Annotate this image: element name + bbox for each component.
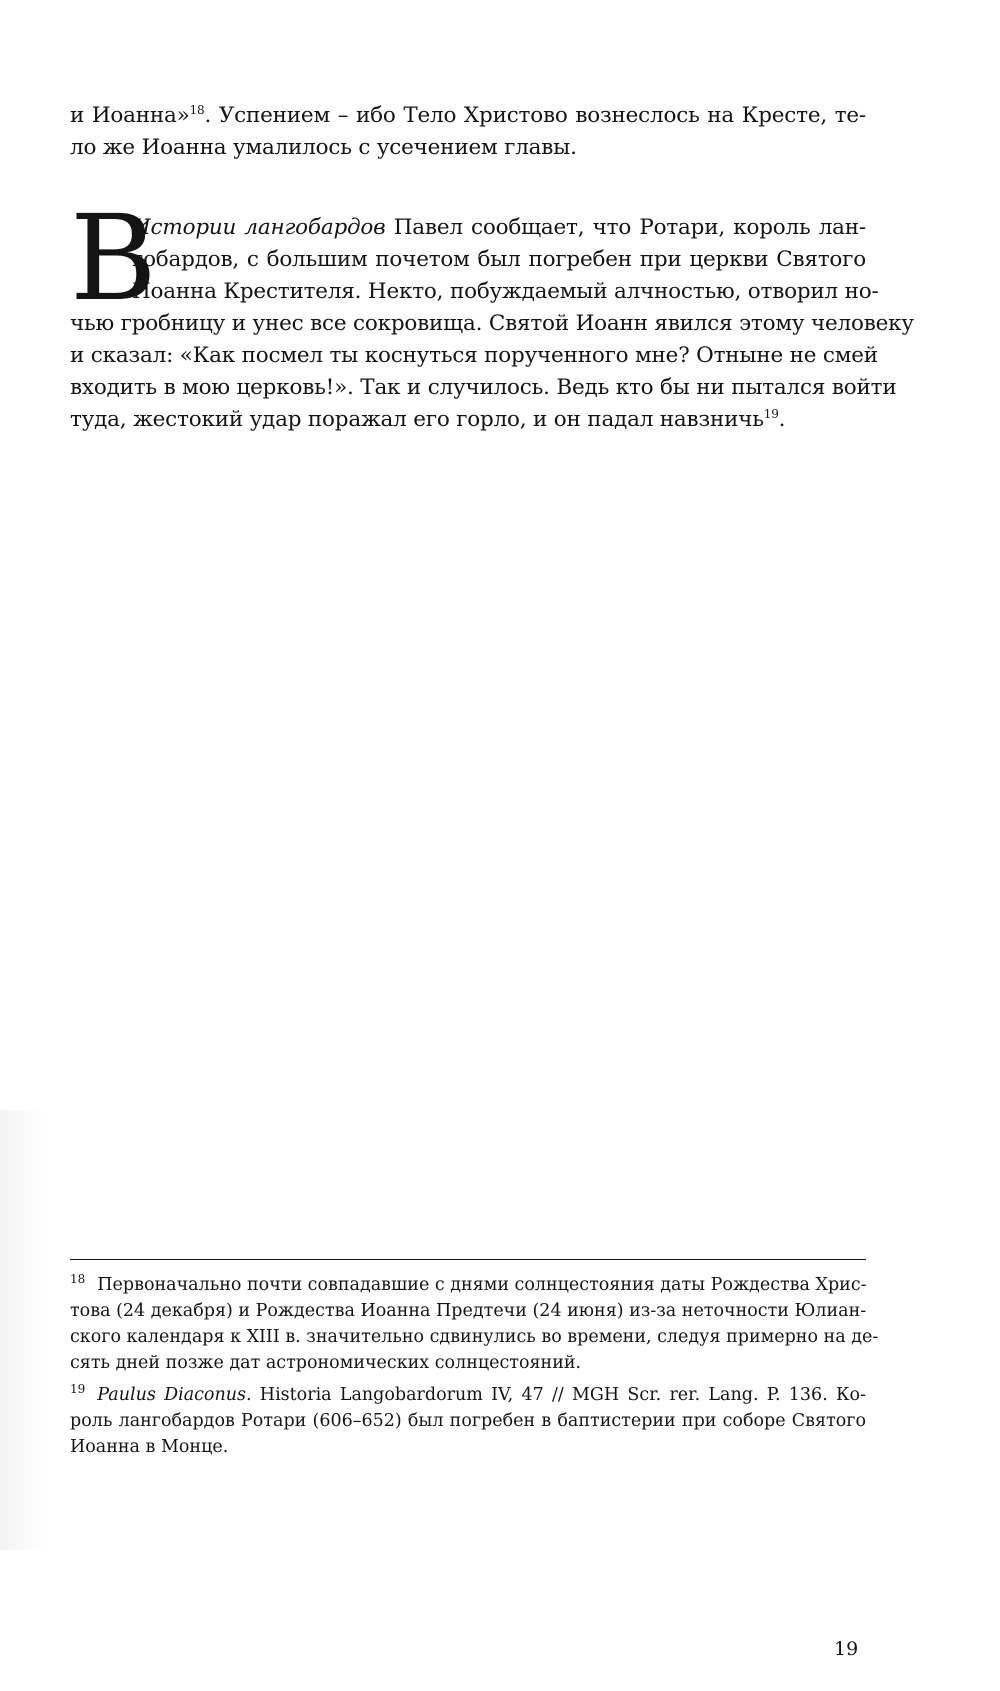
footnote-line: роль лангобардов Ротари (606–652) был погребен в баптистерии при соборе Святого [70,1411,866,1431]
page-number: 19 [834,1638,859,1660]
text-line: Истории лангобардов Павел сообщает, что Ротари, король лан- [132,215,866,240]
drop-cap: В [70,189,157,327]
author-italic: Paulus Diaconus. [97,1385,252,1405]
book-title-italic: Истории лангобардов [132,215,386,240]
main-paragraph [70,212,914,436]
footnote-line: това (24 декабря) и Рождества Иоанна Предтечи (24 июня) из-за неточности Юлиан- [70,1301,867,1321]
footnote-line: $^{19}$ Paulus Diaconus. Historia Langobardorum IV, 47 // MGH Scr. rer. Lang. P. 136. Ко- [70,1382,866,1405]
text-line: входить в мою церковь!». Так и случилось. Ведь кто бы ни пытался войти [70,375,897,400]
footnote-number: 18 [70,1272,86,1287]
footnote-18 [70,1272,879,1376]
text-line: ло же Иоанна умалилось с усечением главы. [70,135,577,160]
text-line: и Иоанна»$^{18}$. Успением – ибо Тело Христово вознеслось на Кресте, те- [70,102,866,128]
text-line: туда, жестокий удар поражал его горло, и он падал навзничь$^{19}$. [70,406,786,432]
footnote-line: ского календаря к XIII в. значительно сдвинулись во времени, следуя примерно на де- [70,1327,879,1347]
footnote-divider [70,1259,866,1260]
footnote-line: $^{18}$ Первоначально почти совпадавшие с днями солнцестояния даты Рождества Хрис- [70,1272,867,1295]
text-line: чью гробницу и унес все сокровища. Святой Иоанн явился этому человеку [70,311,914,336]
footnote-line: Иоанна в Монце. [70,1437,229,1457]
footnote-ref-19[interactable]: 19 [763,406,779,421]
footnote-19 [70,1382,866,1460]
continued-paragraph [70,100,866,164]
footnote-ref-18[interactable]: 18 [189,102,205,117]
footnote-number: 19 [70,1382,86,1397]
text-line: гобардов, с большим почетом был погребен при церкви Святого [132,247,866,272]
footnotes [70,1272,879,1466]
text-line: Иоанна Крестителя. Некто, побуждаемый алчностью, отворил но- [132,279,879,304]
footnote-line: сять дней позже дат астрономических солнцестояний. [70,1353,582,1373]
scan-edge-shadow [0,1110,48,1550]
text-line: и сказал: «Как посмел ты коснуться порученного мне? Отныне не смей [70,343,878,368]
